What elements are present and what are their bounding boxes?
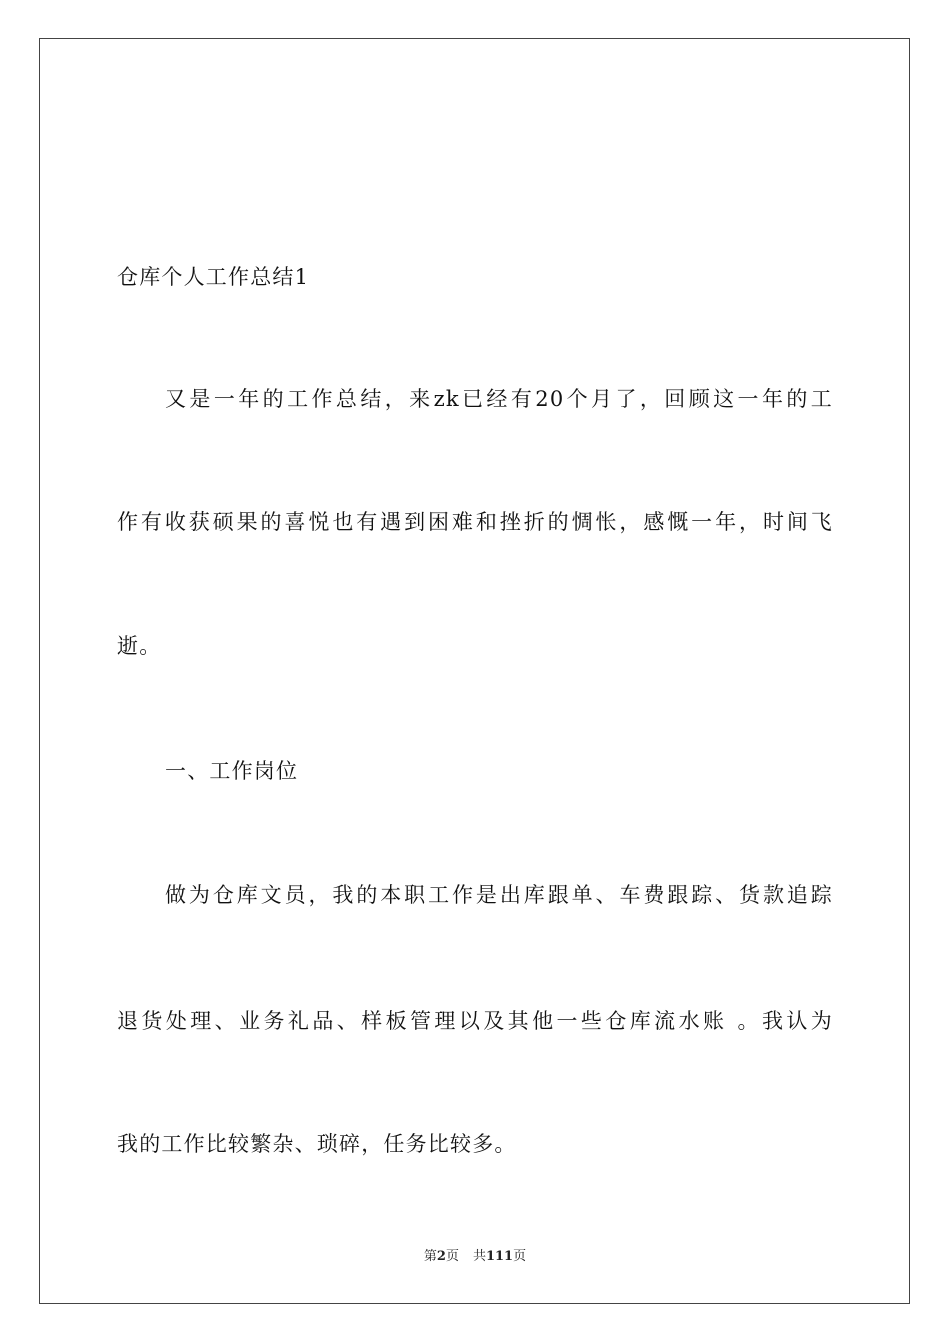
page-footer <box>0 1248 950 1266</box>
page-number: 2 <box>436 1249 446 1264</box>
section-heading: 一、工作岗位 <box>165 759 299 783</box>
paragraph-line: 退货处理、业务礼品、样板管理以及其他一些仓库流水账 。我认为 <box>117 1009 833 1033</box>
paragraph-line: 逝。 <box>117 634 162 658</box>
paragraph-line: 做为仓库文员，我的本职工作是出库跟单、车费跟踪、货款追踪 <box>165 883 833 907</box>
page-suffix: 页 <box>445 1249 459 1264</box>
total-prefix: 共 <box>472 1249 486 1264</box>
page-border <box>39 38 910 1304</box>
total-pages: 111 <box>485 1249 514 1264</box>
paragraph-line: 作有收获硕果的喜悦也有遇到困难和挫折的惆怅，感慨一年，时间飞 <box>117 510 833 534</box>
paragraph-line: 我的工作比较繁杂、琐碎，任务比较多。 <box>117 1132 517 1156</box>
total-suffix: 页 <box>513 1249 527 1264</box>
paragraph-line: 又是一年的工作总结，来zk已经有20个月了，回顾这一年的工 <box>165 387 833 411</box>
document-title: 仓库个人工作总结1 <box>117 265 310 289</box>
page-prefix: 第 <box>423 1249 437 1264</box>
